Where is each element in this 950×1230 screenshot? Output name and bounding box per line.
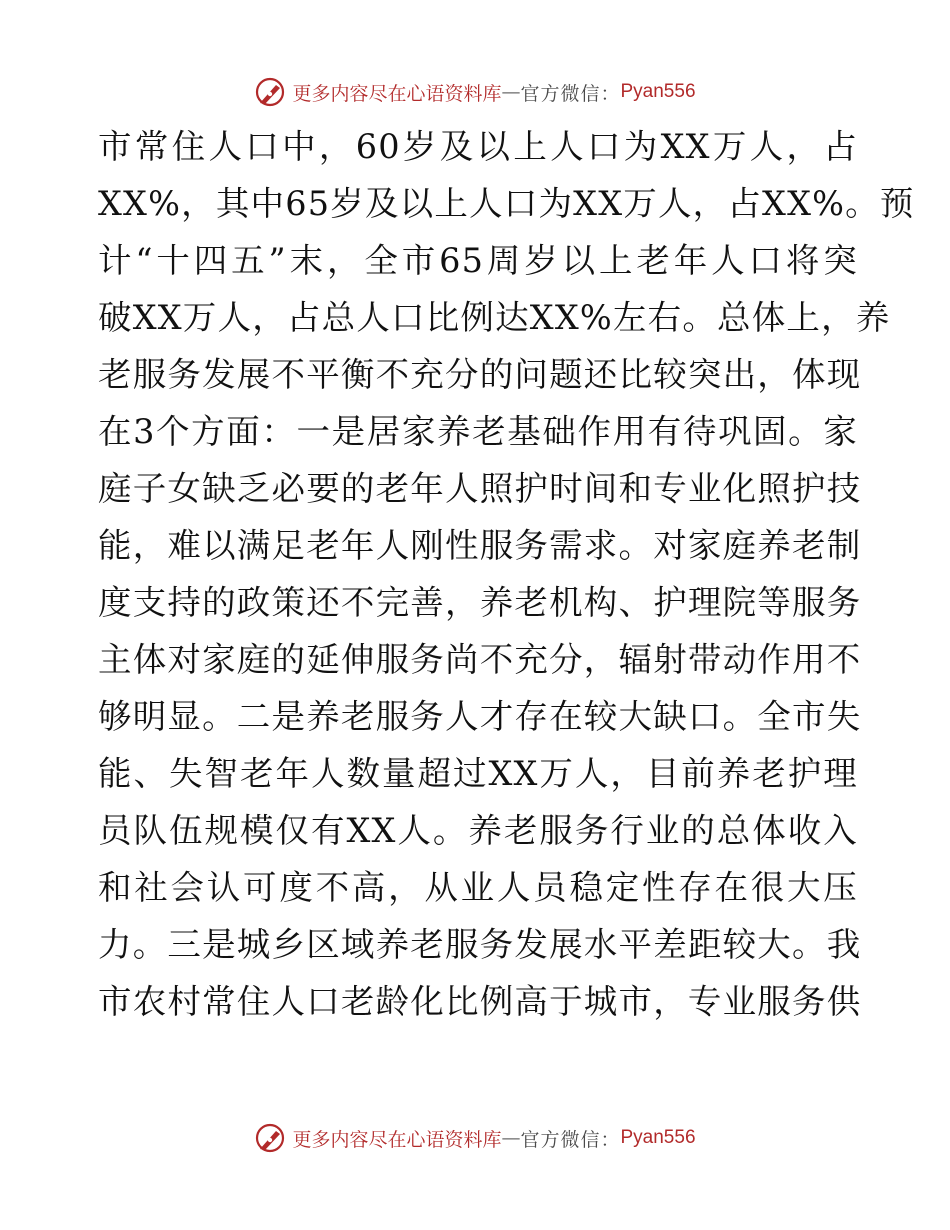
body-line: 和社会认可度不高，从业人员稳定性存在很大压 — [98, 868, 858, 907]
footer-wechat-handle: Pyan556 — [620, 1127, 696, 1148]
body-line: 主体对家庭的延伸服务尚不充分，辐射带动作用不 — [98, 640, 862, 679]
body-line: 够明显。二是养老服务人才存在较大缺口。全市失 — [98, 697, 862, 736]
body-line: 计“十四五”末，全市65周岁以上老年人口将突 — [98, 241, 858, 280]
footer-official-label: 官方微信： — [520, 1128, 621, 1151]
body-line: 市常住人口中，60岁及以上人口为XX万人，占 — [98, 127, 858, 166]
header-brand: 更多内容尽在心语资料库 — [292, 82, 502, 105]
body-line: 市农村常住人口老龄化比例高于城市，专业服务供 — [98, 982, 862, 1021]
body-line: 庭子女缺乏必要的老年人照护时间和专业化照护技 — [98, 469, 862, 508]
header-official-label: 官方微信： — [520, 82, 621, 105]
document-body — [98, 118, 915, 1030]
footer-brand: 更多内容尽在心语资料库 — [292, 1128, 502, 1151]
body-line: 度支持的政策还不完善，养老机构、护理院等服务 — [98, 583, 862, 622]
footer-separator: — — [501, 1127, 521, 1149]
body-line: 能、失智老年人数量超过XX万人，目前养老护理 — [98, 754, 858, 793]
body-line: XX%，其中65岁及以上人口为XX万人，占XX%。预 — [98, 184, 915, 223]
footer-banner — [0, 1118, 950, 1158]
body-line: 能，难以满足老年人刚性服务需求。对家庭养老制 — [98, 526, 862, 565]
body-line: 破XX万人，占总人口比例达XX%左右。总体上，养 — [98, 298, 891, 337]
body-line: 员队伍规模仅有XX人。养老服务行业的总体收入 — [98, 811, 858, 850]
header-text — [292, 79, 695, 106]
pen-nib-circle-icon — [254, 1122, 286, 1154]
body-line: 力。三是城乡区域养老服务发展水平差距较大。我 — [98, 925, 862, 964]
pen-nib-circle-icon — [254, 76, 286, 108]
body-line: 老服务发展不平衡不充分的问题还比较突出，体现 — [98, 355, 862, 394]
header-wechat-handle: Pyan556 — [620, 81, 696, 102]
footer-text — [292, 1125, 695, 1152]
header-banner — [0, 72, 950, 112]
header-separator: — — [501, 81, 521, 103]
body-line: 在3个方面：一是居家养老基础作用有待巩固。家 — [98, 412, 858, 451]
